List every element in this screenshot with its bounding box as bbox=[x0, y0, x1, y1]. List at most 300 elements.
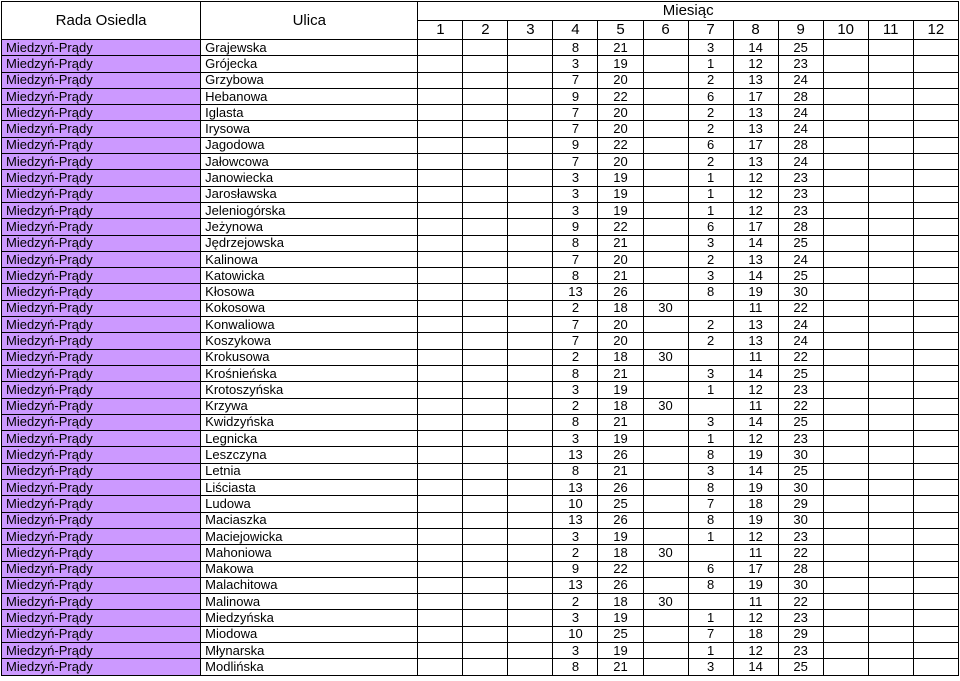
cell-month-9: 23 bbox=[778, 202, 823, 218]
cell-month-4: 7 bbox=[553, 72, 598, 88]
cell-month-1 bbox=[418, 88, 463, 104]
cell-rada-osiedla: Miedzyń-Prądy bbox=[2, 414, 201, 430]
cell-month-8: 14 bbox=[733, 268, 778, 284]
cell-month-4: 8 bbox=[553, 235, 598, 251]
cell-month-9: 23 bbox=[778, 56, 823, 72]
cell-month-12 bbox=[913, 137, 958, 153]
schedule-table bbox=[1, 1, 959, 676]
cell-month-8: 14 bbox=[733, 235, 778, 251]
cell-month-12 bbox=[913, 447, 958, 463]
cell-month-9: 23 bbox=[778, 431, 823, 447]
cell-rada-osiedla: Miedzyń-Prądy bbox=[2, 170, 201, 186]
cell-month-6 bbox=[643, 186, 688, 202]
cell-month-10 bbox=[823, 480, 868, 496]
cell-month-11 bbox=[868, 382, 913, 398]
cell-month-1 bbox=[418, 447, 463, 463]
cell-rada-osiedla: Miedzyń-Prądy bbox=[2, 219, 201, 235]
cell-month-11 bbox=[868, 72, 913, 88]
cell-month-12 bbox=[913, 284, 958, 300]
cell-month-5: 25 bbox=[598, 496, 643, 512]
cell-month-2 bbox=[463, 545, 508, 561]
cell-month-12 bbox=[913, 186, 958, 202]
cell-ulica: Malinowa bbox=[201, 594, 418, 610]
header-month: 12 bbox=[913, 21, 958, 40]
cell-month-11 bbox=[868, 105, 913, 121]
cell-month-5: 21 bbox=[598, 414, 643, 430]
cell-month-12 bbox=[913, 545, 958, 561]
cell-month-10 bbox=[823, 121, 868, 137]
cell-month-3 bbox=[508, 137, 553, 153]
cell-month-10 bbox=[823, 642, 868, 658]
cell-month-7: 2 bbox=[688, 333, 733, 349]
cell-month-9: 23 bbox=[778, 382, 823, 398]
cell-month-5: 21 bbox=[598, 365, 643, 381]
cell-month-2 bbox=[463, 349, 508, 365]
cell-month-4: 8 bbox=[553, 659, 598, 675]
cell-month-6 bbox=[643, 56, 688, 72]
cell-month-2 bbox=[463, 219, 508, 235]
cell-month-6 bbox=[643, 219, 688, 235]
cell-ulica: Iglasta bbox=[201, 105, 418, 121]
cell-month-7: 6 bbox=[688, 88, 733, 104]
cell-month-9: 22 bbox=[778, 594, 823, 610]
cell-month-7: 3 bbox=[688, 659, 733, 675]
cell-rada-osiedla: Miedzyń-Prądy bbox=[2, 154, 201, 170]
cell-month-2 bbox=[463, 382, 508, 398]
cell-month-2 bbox=[463, 121, 508, 137]
cell-month-10 bbox=[823, 105, 868, 121]
cell-month-11 bbox=[868, 642, 913, 658]
cell-month-5: 19 bbox=[598, 528, 643, 544]
cell-ulica: Leszczyna bbox=[201, 447, 418, 463]
cell-month-9: 24 bbox=[778, 317, 823, 333]
cell-month-1 bbox=[418, 398, 463, 414]
cell-month-8: 17 bbox=[733, 88, 778, 104]
cell-month-12 bbox=[913, 251, 958, 267]
cell-month-7: 8 bbox=[688, 577, 733, 593]
cell-ulica: Młynarska bbox=[201, 642, 418, 658]
cell-month-11 bbox=[868, 561, 913, 577]
cell-month-4: 3 bbox=[553, 642, 598, 658]
cell-month-9: 25 bbox=[778, 235, 823, 251]
cell-month-8: 14 bbox=[733, 414, 778, 430]
cell-month-3 bbox=[508, 496, 553, 512]
cell-month-3 bbox=[508, 333, 553, 349]
cell-month-6 bbox=[643, 235, 688, 251]
cell-month-7: 1 bbox=[688, 642, 733, 658]
cell-month-8: 11 bbox=[733, 594, 778, 610]
cell-month-1 bbox=[418, 512, 463, 528]
cell-month-4: 7 bbox=[553, 251, 598, 267]
cell-month-5: 19 bbox=[598, 610, 643, 626]
cell-month-10 bbox=[823, 414, 868, 430]
table-row bbox=[2, 577, 959, 593]
cell-ulica: Hebanowa bbox=[201, 88, 418, 104]
cell-month-11 bbox=[868, 235, 913, 251]
cell-month-2 bbox=[463, 463, 508, 479]
cell-month-4: 13 bbox=[553, 577, 598, 593]
cell-month-10 bbox=[823, 512, 868, 528]
cell-month-11 bbox=[868, 88, 913, 104]
cell-month-5: 20 bbox=[598, 317, 643, 333]
cell-ulica: Krzywa bbox=[201, 398, 418, 414]
cell-month-2 bbox=[463, 642, 508, 658]
cell-month-12 bbox=[913, 496, 958, 512]
cell-month-1 bbox=[418, 365, 463, 381]
cell-month-3 bbox=[508, 659, 553, 675]
cell-month-6 bbox=[643, 431, 688, 447]
cell-rada-osiedla: Miedzyń-Prądy bbox=[2, 349, 201, 365]
cell-month-11 bbox=[868, 333, 913, 349]
cell-rada-osiedla: Miedzyń-Prądy bbox=[2, 594, 201, 610]
cell-month-7: 1 bbox=[688, 610, 733, 626]
cell-month-9: 22 bbox=[778, 545, 823, 561]
cell-month-9: 24 bbox=[778, 251, 823, 267]
cell-month-3 bbox=[508, 463, 553, 479]
cell-month-10 bbox=[823, 72, 868, 88]
cell-month-3 bbox=[508, 431, 553, 447]
header-month: 3 bbox=[508, 21, 553, 40]
cell-month-4: 10 bbox=[553, 626, 598, 642]
cell-month-4: 2 bbox=[553, 594, 598, 610]
cell-rada-osiedla: Miedzyń-Prądy bbox=[2, 431, 201, 447]
cell-month-9: 23 bbox=[778, 186, 823, 202]
cell-ulica: Janowiecka bbox=[201, 170, 418, 186]
cell-ulica: Krokusowa bbox=[201, 349, 418, 365]
cell-month-11 bbox=[868, 186, 913, 202]
cell-month-12 bbox=[913, 105, 958, 121]
cell-month-2 bbox=[463, 154, 508, 170]
cell-ulica: Grzybowa bbox=[201, 72, 418, 88]
cell-month-7: 7 bbox=[688, 626, 733, 642]
cell-rada-osiedla: Miedzyń-Prądy bbox=[2, 528, 201, 544]
cell-ulica: Jeleniogórska bbox=[201, 202, 418, 218]
cell-month-4: 7 bbox=[553, 317, 598, 333]
cell-month-2 bbox=[463, 414, 508, 430]
cell-rada-osiedla: Miedzyń-Prądy bbox=[2, 251, 201, 267]
cell-month-1 bbox=[418, 72, 463, 88]
cell-month-6 bbox=[643, 88, 688, 104]
cell-month-11 bbox=[868, 659, 913, 675]
cell-month-3 bbox=[508, 72, 553, 88]
cell-rada-osiedla: Miedzyń-Prądy bbox=[2, 72, 201, 88]
cell-month-2 bbox=[463, 317, 508, 333]
cell-month-3 bbox=[508, 349, 553, 365]
cell-ulica: Jędrzejowska bbox=[201, 235, 418, 251]
cell-month-3 bbox=[508, 186, 553, 202]
cell-month-3 bbox=[508, 447, 553, 463]
cell-month-2 bbox=[463, 398, 508, 414]
cell-month-2 bbox=[463, 480, 508, 496]
cell-month-6 bbox=[643, 268, 688, 284]
table-row bbox=[2, 610, 959, 626]
cell-month-9: 23 bbox=[778, 610, 823, 626]
cell-month-12 bbox=[913, 414, 958, 430]
cell-month-12 bbox=[913, 268, 958, 284]
cell-month-2 bbox=[463, 40, 508, 56]
cell-month-4: 3 bbox=[553, 202, 598, 218]
cell-month-6 bbox=[643, 463, 688, 479]
cell-month-9: 23 bbox=[778, 642, 823, 658]
cell-rada-osiedla: Miedzyń-Prądy bbox=[2, 512, 201, 528]
cell-month-2 bbox=[463, 365, 508, 381]
cell-ulica: Kwidzyńska bbox=[201, 414, 418, 430]
cell-month-7 bbox=[688, 545, 733, 561]
cell-month-4: 9 bbox=[553, 137, 598, 153]
cell-month-11 bbox=[868, 251, 913, 267]
table-row bbox=[2, 72, 959, 88]
cell-month-6 bbox=[643, 414, 688, 430]
cell-rada-osiedla: Miedzyń-Prądy bbox=[2, 561, 201, 577]
cell-month-3 bbox=[508, 40, 553, 56]
cell-month-7: 1 bbox=[688, 528, 733, 544]
cell-month-10 bbox=[823, 202, 868, 218]
table-row bbox=[2, 154, 959, 170]
table-row bbox=[2, 642, 959, 658]
cell-month-10 bbox=[823, 398, 868, 414]
cell-month-11 bbox=[868, 577, 913, 593]
cell-month-10 bbox=[823, 528, 868, 544]
cell-month-11 bbox=[868, 414, 913, 430]
cell-month-10 bbox=[823, 447, 868, 463]
cell-ulica: Jeżynowa bbox=[201, 219, 418, 235]
cell-month-4: 3 bbox=[553, 610, 598, 626]
cell-month-7: 1 bbox=[688, 202, 733, 218]
cell-month-5: 20 bbox=[598, 105, 643, 121]
cell-month-10 bbox=[823, 545, 868, 561]
cell-month-8: 19 bbox=[733, 577, 778, 593]
cell-month-1 bbox=[418, 105, 463, 121]
cell-month-10 bbox=[823, 300, 868, 316]
header-month: 9 bbox=[778, 21, 823, 40]
cell-month-7: 2 bbox=[688, 154, 733, 170]
cell-month-6: 30 bbox=[643, 594, 688, 610]
cell-month-10 bbox=[823, 333, 868, 349]
cell-ulica: Ludowa bbox=[201, 496, 418, 512]
cell-month-8: 12 bbox=[733, 610, 778, 626]
cell-ulica: Jarosławska bbox=[201, 186, 418, 202]
cell-ulica: Letnia bbox=[201, 463, 418, 479]
cell-month-1 bbox=[418, 626, 463, 642]
cell-month-7: 1 bbox=[688, 56, 733, 72]
cell-ulica: Jałowcowa bbox=[201, 154, 418, 170]
cell-month-4: 7 bbox=[553, 121, 598, 137]
cell-month-8: 12 bbox=[733, 642, 778, 658]
cell-rada-osiedla: Miedzyń-Prądy bbox=[2, 642, 201, 658]
cell-month-3 bbox=[508, 300, 553, 316]
cell-month-1 bbox=[418, 284, 463, 300]
cell-month-5: 26 bbox=[598, 284, 643, 300]
cell-rada-osiedla: Miedzyń-Prądy bbox=[2, 365, 201, 381]
cell-ulica: Maciaszka bbox=[201, 512, 418, 528]
cell-month-10 bbox=[823, 219, 868, 235]
cell-rada-osiedla: Miedzyń-Prądy bbox=[2, 659, 201, 675]
cell-ulica: Maciejowicka bbox=[201, 528, 418, 544]
table-row bbox=[2, 463, 959, 479]
cell-month-5: 22 bbox=[598, 219, 643, 235]
cell-month-5: 26 bbox=[598, 447, 643, 463]
header-ulica: Ulica bbox=[201, 2, 418, 40]
cell-rada-osiedla: Miedzyń-Prądy bbox=[2, 235, 201, 251]
cell-month-1 bbox=[418, 480, 463, 496]
cell-month-7 bbox=[688, 300, 733, 316]
cell-month-3 bbox=[508, 626, 553, 642]
cell-month-8: 11 bbox=[733, 300, 778, 316]
cell-ulica: Modlińska bbox=[201, 659, 418, 675]
cell-month-6 bbox=[643, 480, 688, 496]
cell-month-4: 8 bbox=[553, 463, 598, 479]
cell-month-3 bbox=[508, 512, 553, 528]
cell-rada-osiedla: Miedzyń-Prądy bbox=[2, 40, 201, 56]
cell-month-9: 23 bbox=[778, 528, 823, 544]
cell-month-12 bbox=[913, 121, 958, 137]
cell-month-4: 9 bbox=[553, 88, 598, 104]
cell-month-8: 14 bbox=[733, 659, 778, 675]
cell-month-3 bbox=[508, 121, 553, 137]
cell-month-8: 12 bbox=[733, 431, 778, 447]
cell-month-3 bbox=[508, 414, 553, 430]
cell-month-7: 3 bbox=[688, 40, 733, 56]
cell-month-7: 6 bbox=[688, 561, 733, 577]
cell-ulica: Kłosowa bbox=[201, 284, 418, 300]
cell-month-9: 25 bbox=[778, 414, 823, 430]
cell-month-6 bbox=[643, 382, 688, 398]
cell-month-11 bbox=[868, 219, 913, 235]
cell-month-10 bbox=[823, 137, 868, 153]
cell-month-4: 3 bbox=[553, 186, 598, 202]
cell-month-1 bbox=[418, 202, 463, 218]
cell-month-5: 21 bbox=[598, 40, 643, 56]
cell-month-10 bbox=[823, 235, 868, 251]
cell-month-1 bbox=[418, 300, 463, 316]
cell-ulica: Katowicka bbox=[201, 268, 418, 284]
header-month: 2 bbox=[463, 21, 508, 40]
cell-month-9: 28 bbox=[778, 561, 823, 577]
cell-month-5: 25 bbox=[598, 626, 643, 642]
cell-month-2 bbox=[463, 300, 508, 316]
cell-ulica: Grójecka bbox=[201, 56, 418, 72]
cell-month-2 bbox=[463, 202, 508, 218]
cell-month-4: 2 bbox=[553, 545, 598, 561]
cell-month-3 bbox=[508, 480, 553, 496]
cell-month-10 bbox=[823, 496, 868, 512]
cell-month-6 bbox=[643, 72, 688, 88]
cell-month-4: 8 bbox=[553, 414, 598, 430]
table-row bbox=[2, 333, 959, 349]
table-row bbox=[2, 105, 959, 121]
table-body bbox=[2, 40, 959, 676]
cell-month-12 bbox=[913, 659, 958, 675]
cell-month-6 bbox=[643, 512, 688, 528]
table-row bbox=[2, 186, 959, 202]
cell-month-7: 8 bbox=[688, 284, 733, 300]
cell-month-1 bbox=[418, 137, 463, 153]
cell-ulica: Krośnieńska bbox=[201, 365, 418, 381]
cell-month-3 bbox=[508, 594, 553, 610]
cell-month-1 bbox=[418, 170, 463, 186]
cell-month-2 bbox=[463, 447, 508, 463]
cell-month-11 bbox=[868, 480, 913, 496]
table-row bbox=[2, 202, 959, 218]
cell-month-10 bbox=[823, 40, 868, 56]
cell-month-4: 3 bbox=[553, 56, 598, 72]
cell-month-12 bbox=[913, 594, 958, 610]
cell-month-7: 2 bbox=[688, 251, 733, 267]
cell-month-8: 14 bbox=[733, 463, 778, 479]
cell-ulica: Kokosowa bbox=[201, 300, 418, 316]
cell-month-2 bbox=[463, 528, 508, 544]
cell-month-6 bbox=[643, 610, 688, 626]
cell-month-4: 13 bbox=[553, 447, 598, 463]
cell-month-8: 12 bbox=[733, 186, 778, 202]
cell-month-6 bbox=[643, 365, 688, 381]
cell-month-10 bbox=[823, 88, 868, 104]
cell-month-9: 28 bbox=[778, 137, 823, 153]
cell-month-9: 22 bbox=[778, 349, 823, 365]
cell-month-8: 13 bbox=[733, 105, 778, 121]
cell-month-1 bbox=[418, 382, 463, 398]
cell-month-3 bbox=[508, 154, 553, 170]
cell-month-5: 26 bbox=[598, 577, 643, 593]
cell-month-3 bbox=[508, 88, 553, 104]
cell-month-8: 12 bbox=[733, 528, 778, 544]
cell-month-1 bbox=[418, 56, 463, 72]
cell-month-12 bbox=[913, 300, 958, 316]
cell-month-9: 30 bbox=[778, 512, 823, 528]
cell-month-12 bbox=[913, 154, 958, 170]
cell-month-6: 30 bbox=[643, 300, 688, 316]
cell-month-12 bbox=[913, 56, 958, 72]
cell-month-10 bbox=[823, 365, 868, 381]
cell-ulica: Kalinowa bbox=[201, 251, 418, 267]
table-row bbox=[2, 496, 959, 512]
cell-month-7 bbox=[688, 398, 733, 414]
cell-month-5: 22 bbox=[598, 561, 643, 577]
cell-month-8: 13 bbox=[733, 154, 778, 170]
cell-month-6 bbox=[643, 561, 688, 577]
cell-month-1 bbox=[418, 121, 463, 137]
cell-month-12 bbox=[913, 642, 958, 658]
cell-month-9: 25 bbox=[778, 365, 823, 381]
cell-month-5: 20 bbox=[598, 72, 643, 88]
cell-month-6 bbox=[643, 137, 688, 153]
header-month: 10 bbox=[823, 21, 868, 40]
cell-month-2 bbox=[463, 72, 508, 88]
cell-month-11 bbox=[868, 398, 913, 414]
cell-month-8: 19 bbox=[733, 480, 778, 496]
cell-month-8: 12 bbox=[733, 202, 778, 218]
cell-month-11 bbox=[868, 365, 913, 381]
cell-month-5: 18 bbox=[598, 545, 643, 561]
table-row bbox=[2, 365, 959, 381]
cell-month-5: 21 bbox=[598, 463, 643, 479]
cell-month-8: 13 bbox=[733, 317, 778, 333]
cell-month-10 bbox=[823, 659, 868, 675]
cell-month-12 bbox=[913, 626, 958, 642]
cell-month-8: 12 bbox=[733, 170, 778, 186]
cell-month-1 bbox=[418, 431, 463, 447]
cell-month-12 bbox=[913, 317, 958, 333]
table-row bbox=[2, 528, 959, 544]
cell-month-6: 30 bbox=[643, 398, 688, 414]
cell-month-9: 24 bbox=[778, 333, 823, 349]
cell-month-6: 30 bbox=[643, 349, 688, 365]
cell-month-2 bbox=[463, 333, 508, 349]
cell-month-3 bbox=[508, 382, 553, 398]
cell-month-9: 24 bbox=[778, 154, 823, 170]
cell-month-4: 8 bbox=[553, 40, 598, 56]
cell-month-1 bbox=[418, 317, 463, 333]
